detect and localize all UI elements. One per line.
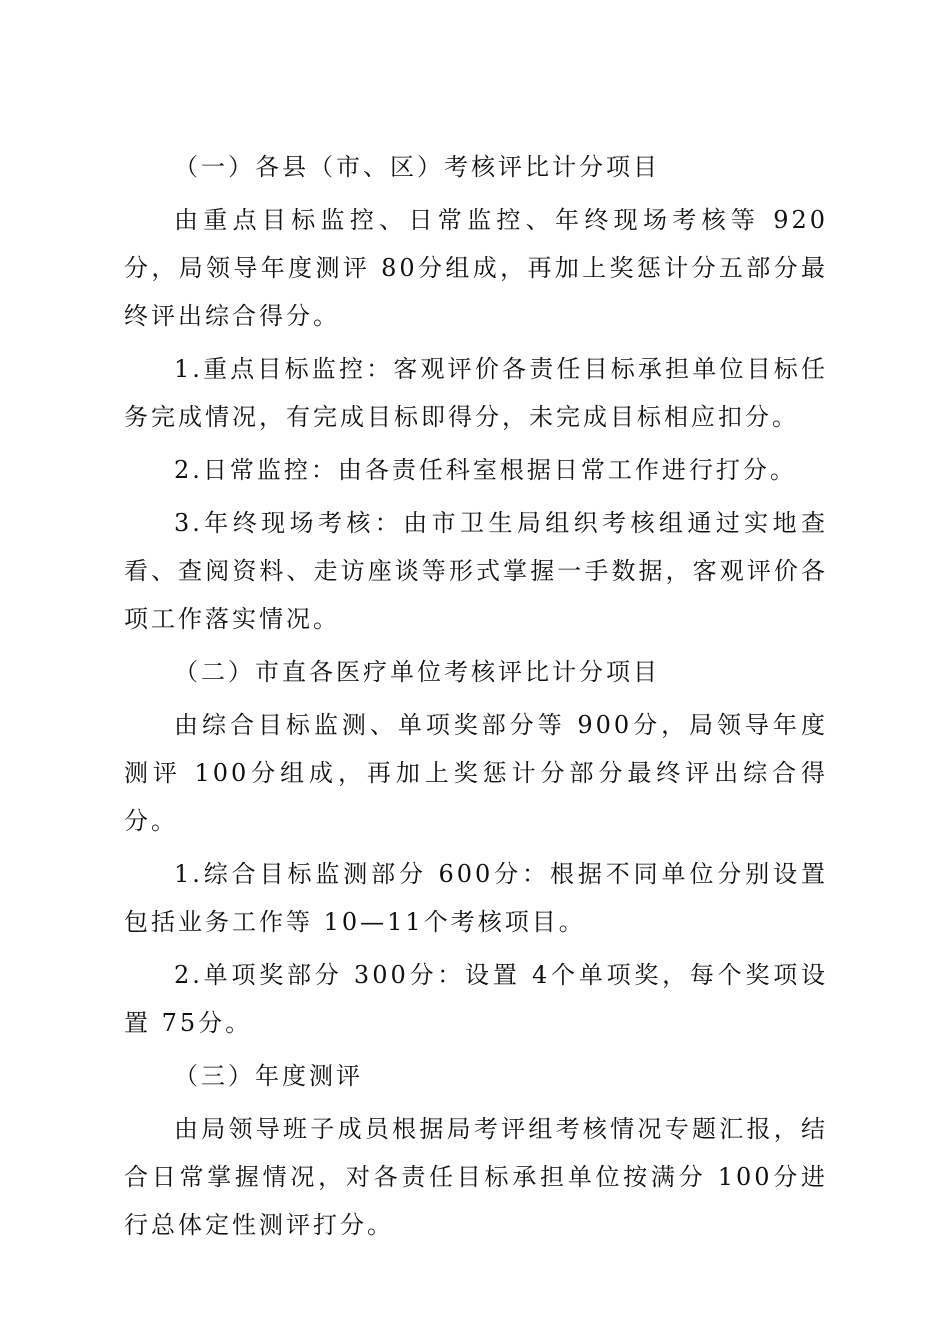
paragraph-item-4: 1.综合目标监测部分 600分：根据不同单位分别设置包括业务工作等 10—11个考核项目。 (124, 860, 828, 936)
paragraph-item-2: 2.日常监控：由各责任科室根据日常工作进行打分。 (174, 456, 797, 484)
section-heading-1: （一）各县（市、区）考核评比计分项目 (174, 153, 660, 181)
section-heading-3: （三）年度测评 (174, 1062, 363, 1090)
paragraph-item-3: 3.年终现场考核：由市卫生局组织考核组通过实地查看、查阅资料、走访座谈等形式掌握一手数据，客观评价各项工作落实情况。 (124, 509, 828, 633)
document-body (124, 143, 828, 1249)
paragraph-1: 由重点目标监控、日常监控、年终现场考核等 920分，局领导年度测评 80分组成，再加上奖惩计分五部分最终评出综合得分。 (124, 206, 828, 330)
paragraph-2: 由综合目标监测、单项奖部分等 900分，局领导年度测评 100分组成，再加上奖惩计分部分最终评出综合得分。 (124, 711, 828, 835)
section-heading-2: （二）市直各医疗单位考核评比计分项目 (174, 658, 660, 686)
paragraph-item-1: 1.重点目标监控：客观评价各责任目标承担单位目标任务完成情况，有完成目标即得分，未完成目标相应扣分。 (124, 355, 828, 431)
paragraph-3: 由局领导班子成员根据局考评组考核情况专题汇报，结合日常掌握情况，对各责任目标承担单位按满分 100分进行总体定性测评打分。 (124, 1115, 828, 1239)
paragraph-item-5: 2.单项奖部分 300分：设置 4个单项奖，每个奖项设置 75分。 (124, 961, 828, 1037)
